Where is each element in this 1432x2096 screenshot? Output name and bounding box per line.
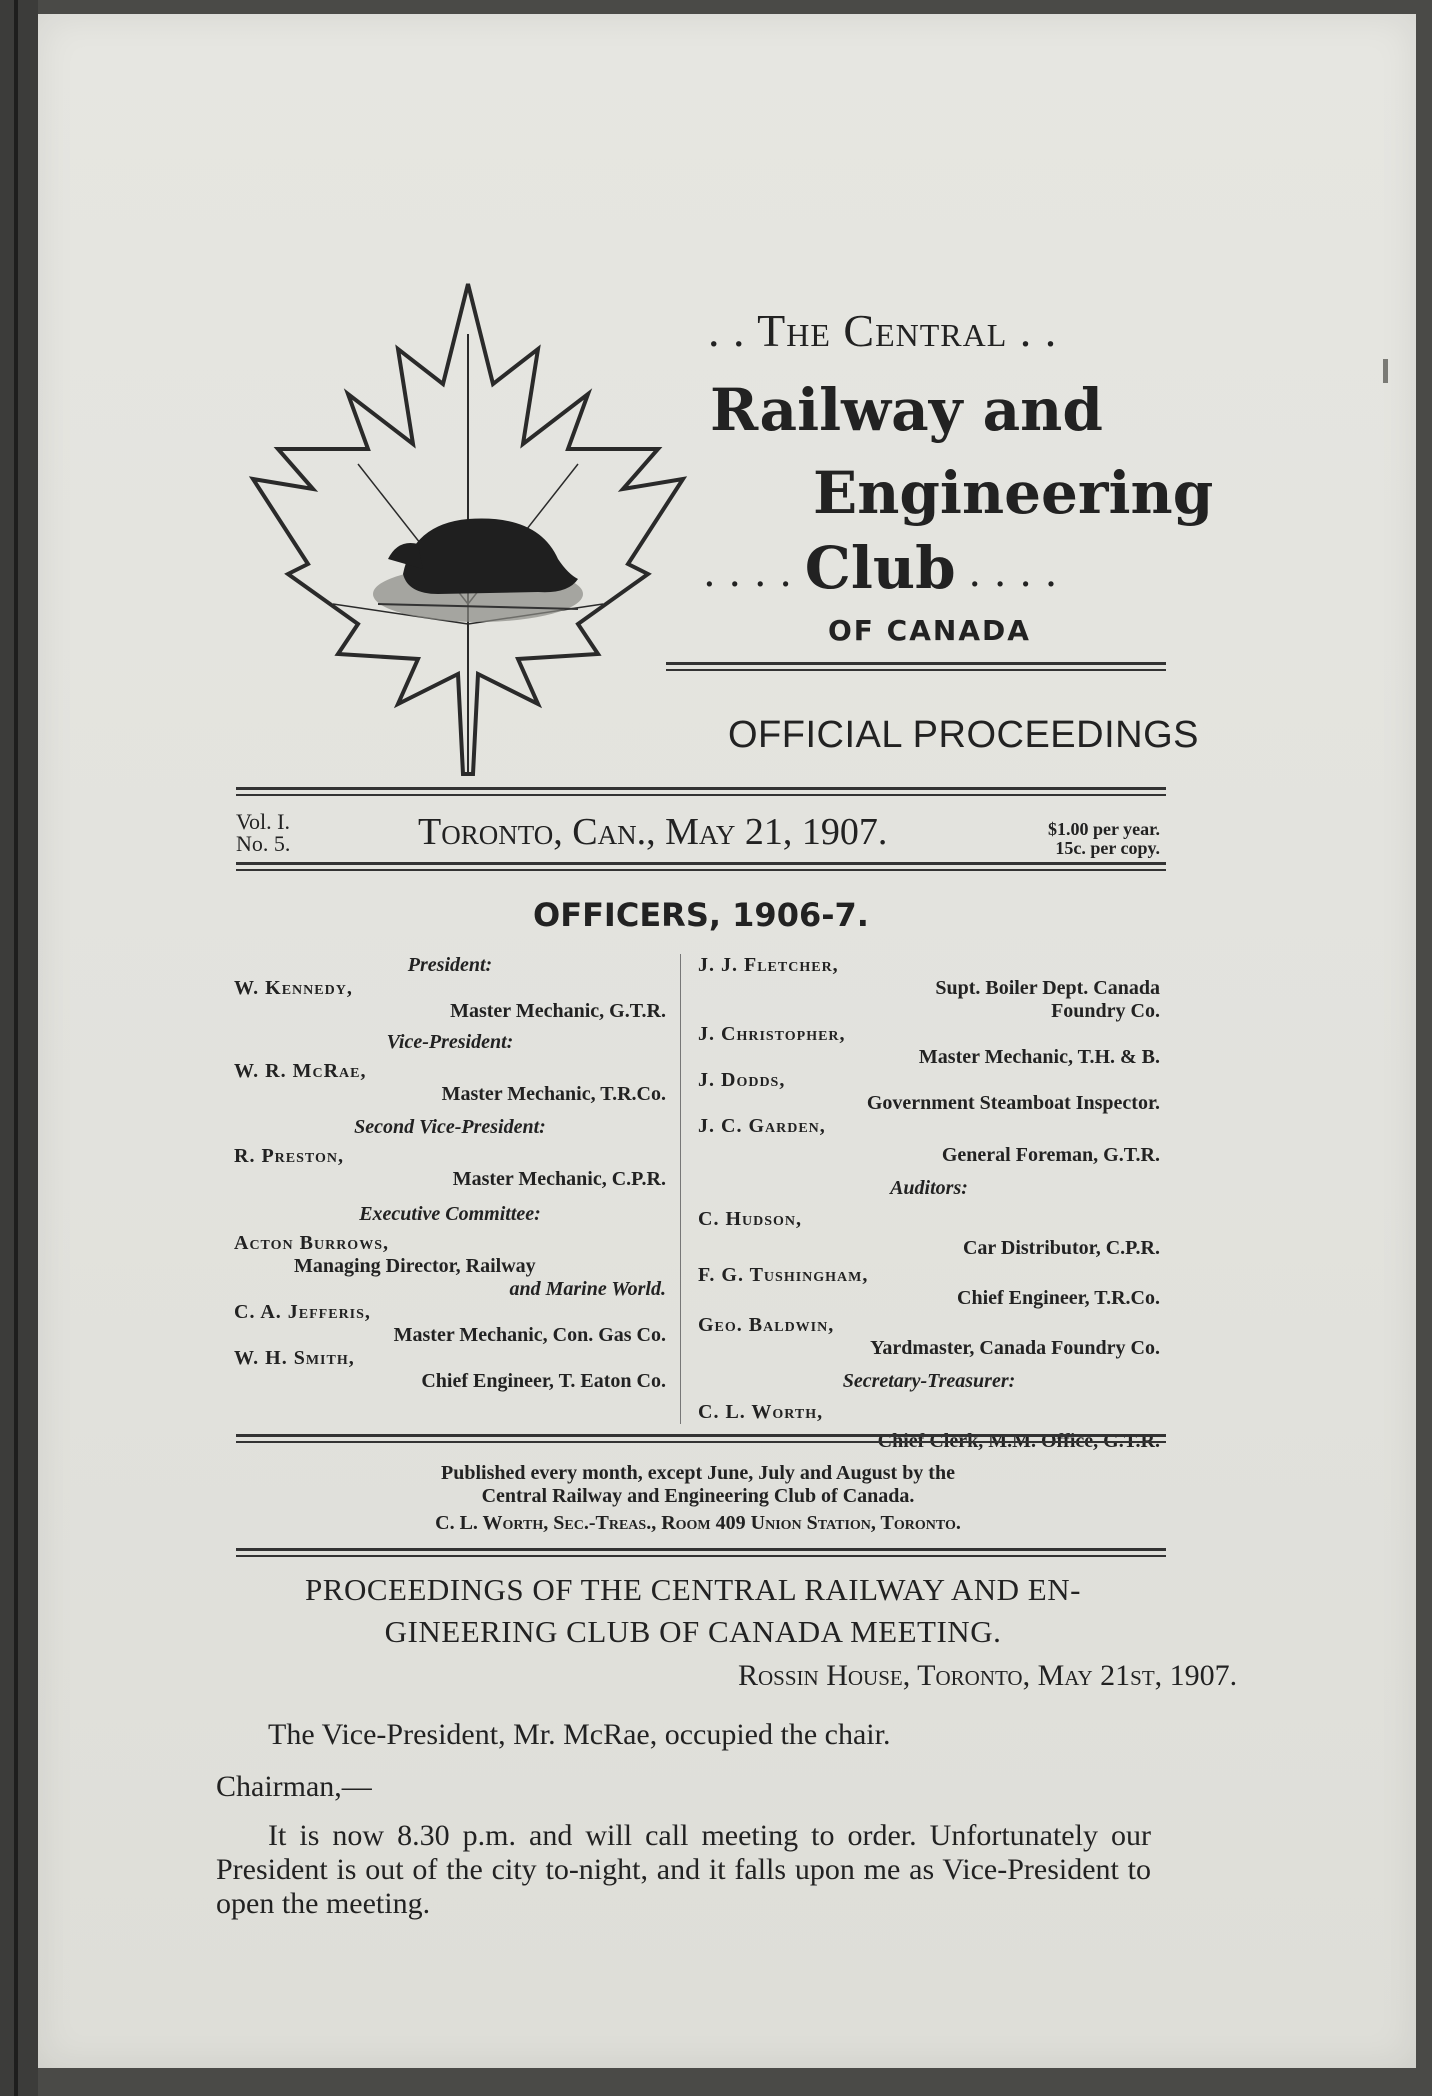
auditor-name: F. G. Tushingham, bbox=[698, 1264, 869, 1286]
secretary-treasurer-title: Chief Clerk, M.M. Office, G.T.R. bbox=[877, 1430, 1160, 1452]
executive-member-title: Chief Engineer, T. Eaton Co. bbox=[421, 1370, 666, 1392]
body-paragraph: It is now 8.30 p.m. and will call meeting to order. Unfortunately our President is out of the city to-night, and it falls upon me as Vice-President to open the meeting. bbox=[216, 1819, 1151, 1920]
price-per-copy: 15c. per copy. bbox=[1055, 838, 1160, 858]
executive-member-title-cont: and Marine World. bbox=[509, 1278, 666, 1300]
meeting-place-date: Rossin House, Toronto, May 21st, 1907. bbox=[738, 1659, 1238, 1692]
title-dots-left: . . . . bbox=[703, 550, 805, 596]
club-title-line1: . . The Central . . bbox=[708, 305, 1058, 356]
title-rule bbox=[666, 662, 1166, 671]
masthead-rule-bottom bbox=[236, 862, 1166, 871]
body-paragraph: The Vice-President, Mr. McRae, occupied the chair. bbox=[268, 1718, 891, 1751]
club-word: Club bbox=[804, 534, 956, 602]
maple-leaf-beaver-emblem bbox=[238, 274, 698, 784]
second-vice-president-name: R. Preston, bbox=[234, 1145, 344, 1167]
publication-rule bbox=[236, 1548, 1166, 1557]
price-block bbox=[974, 820, 1160, 858]
committee-member-title: General Foreman, G.T.R. bbox=[941, 1144, 1160, 1166]
document-page bbox=[38, 14, 1416, 2068]
price-per-year: $1.00 per year. bbox=[1048, 819, 1160, 839]
proceedings-heading-line: PROCEEDINGS OF THE CENTRAL RAILWAY AND EN- bbox=[305, 1572, 1081, 1607]
second-vice-president-heading: Second Vice-President: bbox=[354, 1116, 546, 1138]
proceedings-heading-line: GINEERING CLUB OF CANADA MEETING. bbox=[384, 1614, 1002, 1649]
publication-line: Published every month, except June, July and August by the bbox=[441, 1462, 955, 1484]
auditor-name: Geo. Baldwin, bbox=[698, 1314, 835, 1336]
auditor-title: Car Distributor, C.P.R. bbox=[962, 1237, 1160, 1259]
president-name: W. Kennedy, bbox=[234, 977, 353, 999]
president-title: Master Mechanic, G.T.R. bbox=[450, 1000, 666, 1022]
secretary-treasurer-heading: Secretary-Treasurer: bbox=[842, 1370, 1016, 1392]
title-dots-right: . . . . bbox=[955, 550, 1058, 596]
proceedings-heading bbox=[218, 1569, 1168, 1653]
committee-member-title: Master Mechanic, T.H. & B. bbox=[918, 1046, 1160, 1068]
club-title-line2: Railway and bbox=[710, 376, 1103, 444]
volume-number bbox=[236, 811, 290, 855]
auditor-name: C. Hudson, bbox=[698, 1208, 803, 1230]
vice-president-title: Master Mechanic, T.R.Co. bbox=[441, 1083, 666, 1105]
executive-member-name: Acton Burrows, bbox=[234, 1232, 389, 1254]
committee-member-title: Government Steamboat Inspector. bbox=[866, 1092, 1160, 1114]
officers-rule-bottom bbox=[236, 1434, 1166, 1443]
speaker-label: Chairman,— bbox=[216, 1770, 372, 1803]
masthead-rule-top bbox=[236, 787, 1166, 796]
auditors-heading: Auditors: bbox=[890, 1177, 968, 1199]
committee-member-name: J. J. Fletcher, bbox=[698, 954, 839, 976]
officers-heading: OFFICERS, 1906-7. bbox=[533, 896, 869, 934]
vice-president-name: W. R. McRae, bbox=[234, 1060, 367, 1082]
officers-right-column bbox=[698, 954, 1160, 1453]
executive-member-name: C. A. Jefferis, bbox=[234, 1301, 371, 1323]
committee-member-name: J. Christopher, bbox=[698, 1023, 846, 1045]
spine-edge bbox=[14, 0, 18, 2096]
publication-contact: C. L. Worth, Sec.-Treas., Room 409 Union Station, Toronto. bbox=[435, 1512, 961, 1534]
executive-member-title: Master Mechanic, Con. Gas Co. bbox=[393, 1324, 666, 1346]
publication-line: Central Railway and Engineering Club of Canada. bbox=[481, 1485, 915, 1507]
committee-member-name: J. C. Garden, bbox=[698, 1115, 826, 1137]
book-spine bbox=[0, 0, 38, 2096]
club-title-line4 bbox=[703, 534, 1057, 602]
issue-number: No. 5. bbox=[236, 831, 291, 856]
margin-mark bbox=[1383, 359, 1388, 383]
masthead-place-date: Toronto, Can., May 21, 1907. bbox=[418, 811, 888, 853]
officers-left-column bbox=[234, 954, 666, 1393]
president-heading: President: bbox=[407, 954, 493, 976]
executive-member-name: W. H. Smith, bbox=[234, 1347, 355, 1369]
committee-member-title: Supt. Boiler Dept. Canada bbox=[935, 977, 1160, 999]
secretary-treasurer-name: C. L. Worth, bbox=[698, 1401, 824, 1423]
vice-president-heading: Vice-President: bbox=[386, 1031, 514, 1053]
volume: Vol. I. bbox=[236, 809, 290, 834]
club-title-line3: Engineering bbox=[813, 459, 1214, 527]
executive-committee-heading: Executive Committee: bbox=[359, 1203, 541, 1225]
auditor-title: Yardmaster, Canada Foundry Co. bbox=[870, 1337, 1160, 1359]
committee-member-title-cont: Foundry Co. bbox=[1051, 1000, 1160, 1022]
executive-member-title: Managing Director, Railway bbox=[294, 1255, 536, 1277]
committee-member-name: J. Dodds, bbox=[698, 1069, 786, 1091]
second-vice-president-title: Master Mechanic, C.P.R. bbox=[452, 1168, 666, 1190]
beaver-figure bbox=[403, 519, 578, 595]
column-divider bbox=[680, 954, 681, 1424]
auditor-title: Chief Engineer, T.R.Co. bbox=[957, 1287, 1160, 1309]
official-proceedings-subtitle: OFFICIAL PROCEEDINGS bbox=[728, 714, 1199, 756]
club-title-country: OF CANADA bbox=[828, 614, 1031, 647]
publication-notice bbox=[338, 1462, 1058, 1535]
